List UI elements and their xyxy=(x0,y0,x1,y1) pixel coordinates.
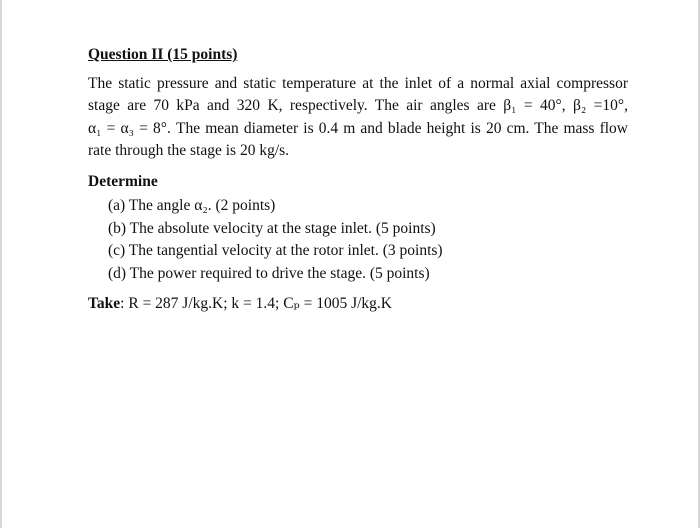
parts-list xyxy=(108,195,628,285)
take-values: : R = 287 J/kg.K; k = 1.4; Cₚ = 1005 J/kg.K xyxy=(120,295,393,312)
given-constants xyxy=(88,293,628,316)
question-title: Question II (15 points) xyxy=(88,46,238,63)
part-item-b: (b) The absolute velocity at the stage inlet. (5 points) xyxy=(108,219,436,237)
statement-line: The static pressure and static temperature at the inlet of a normal axial compressor xyxy=(88,74,628,92)
statement-line: rate through the stage is 20 kg/s. xyxy=(88,142,290,159)
statement-line: stage are 70 kPa and 320 K, respectively. The air angles are β₁ = 40°, β₂ =10°, xyxy=(88,97,628,114)
statement-line: α₁ = α₃ = 8°. The mean diameter is 0.4 m and blade height is 20 cm. The mass flow xyxy=(88,119,628,137)
part-item-d: (d) The power required to drive the stage. (5 points) xyxy=(108,264,430,282)
question-document xyxy=(88,44,628,316)
part-item-c: (c) The tangential velocity at the rotor inlet. (3 points) xyxy=(108,242,443,259)
part-item-a: (a) The angle α₂. (2 points) xyxy=(108,197,276,214)
take-label: Take xyxy=(88,295,121,312)
problem-statement xyxy=(88,73,628,163)
determine-heading: Determine xyxy=(88,172,158,190)
